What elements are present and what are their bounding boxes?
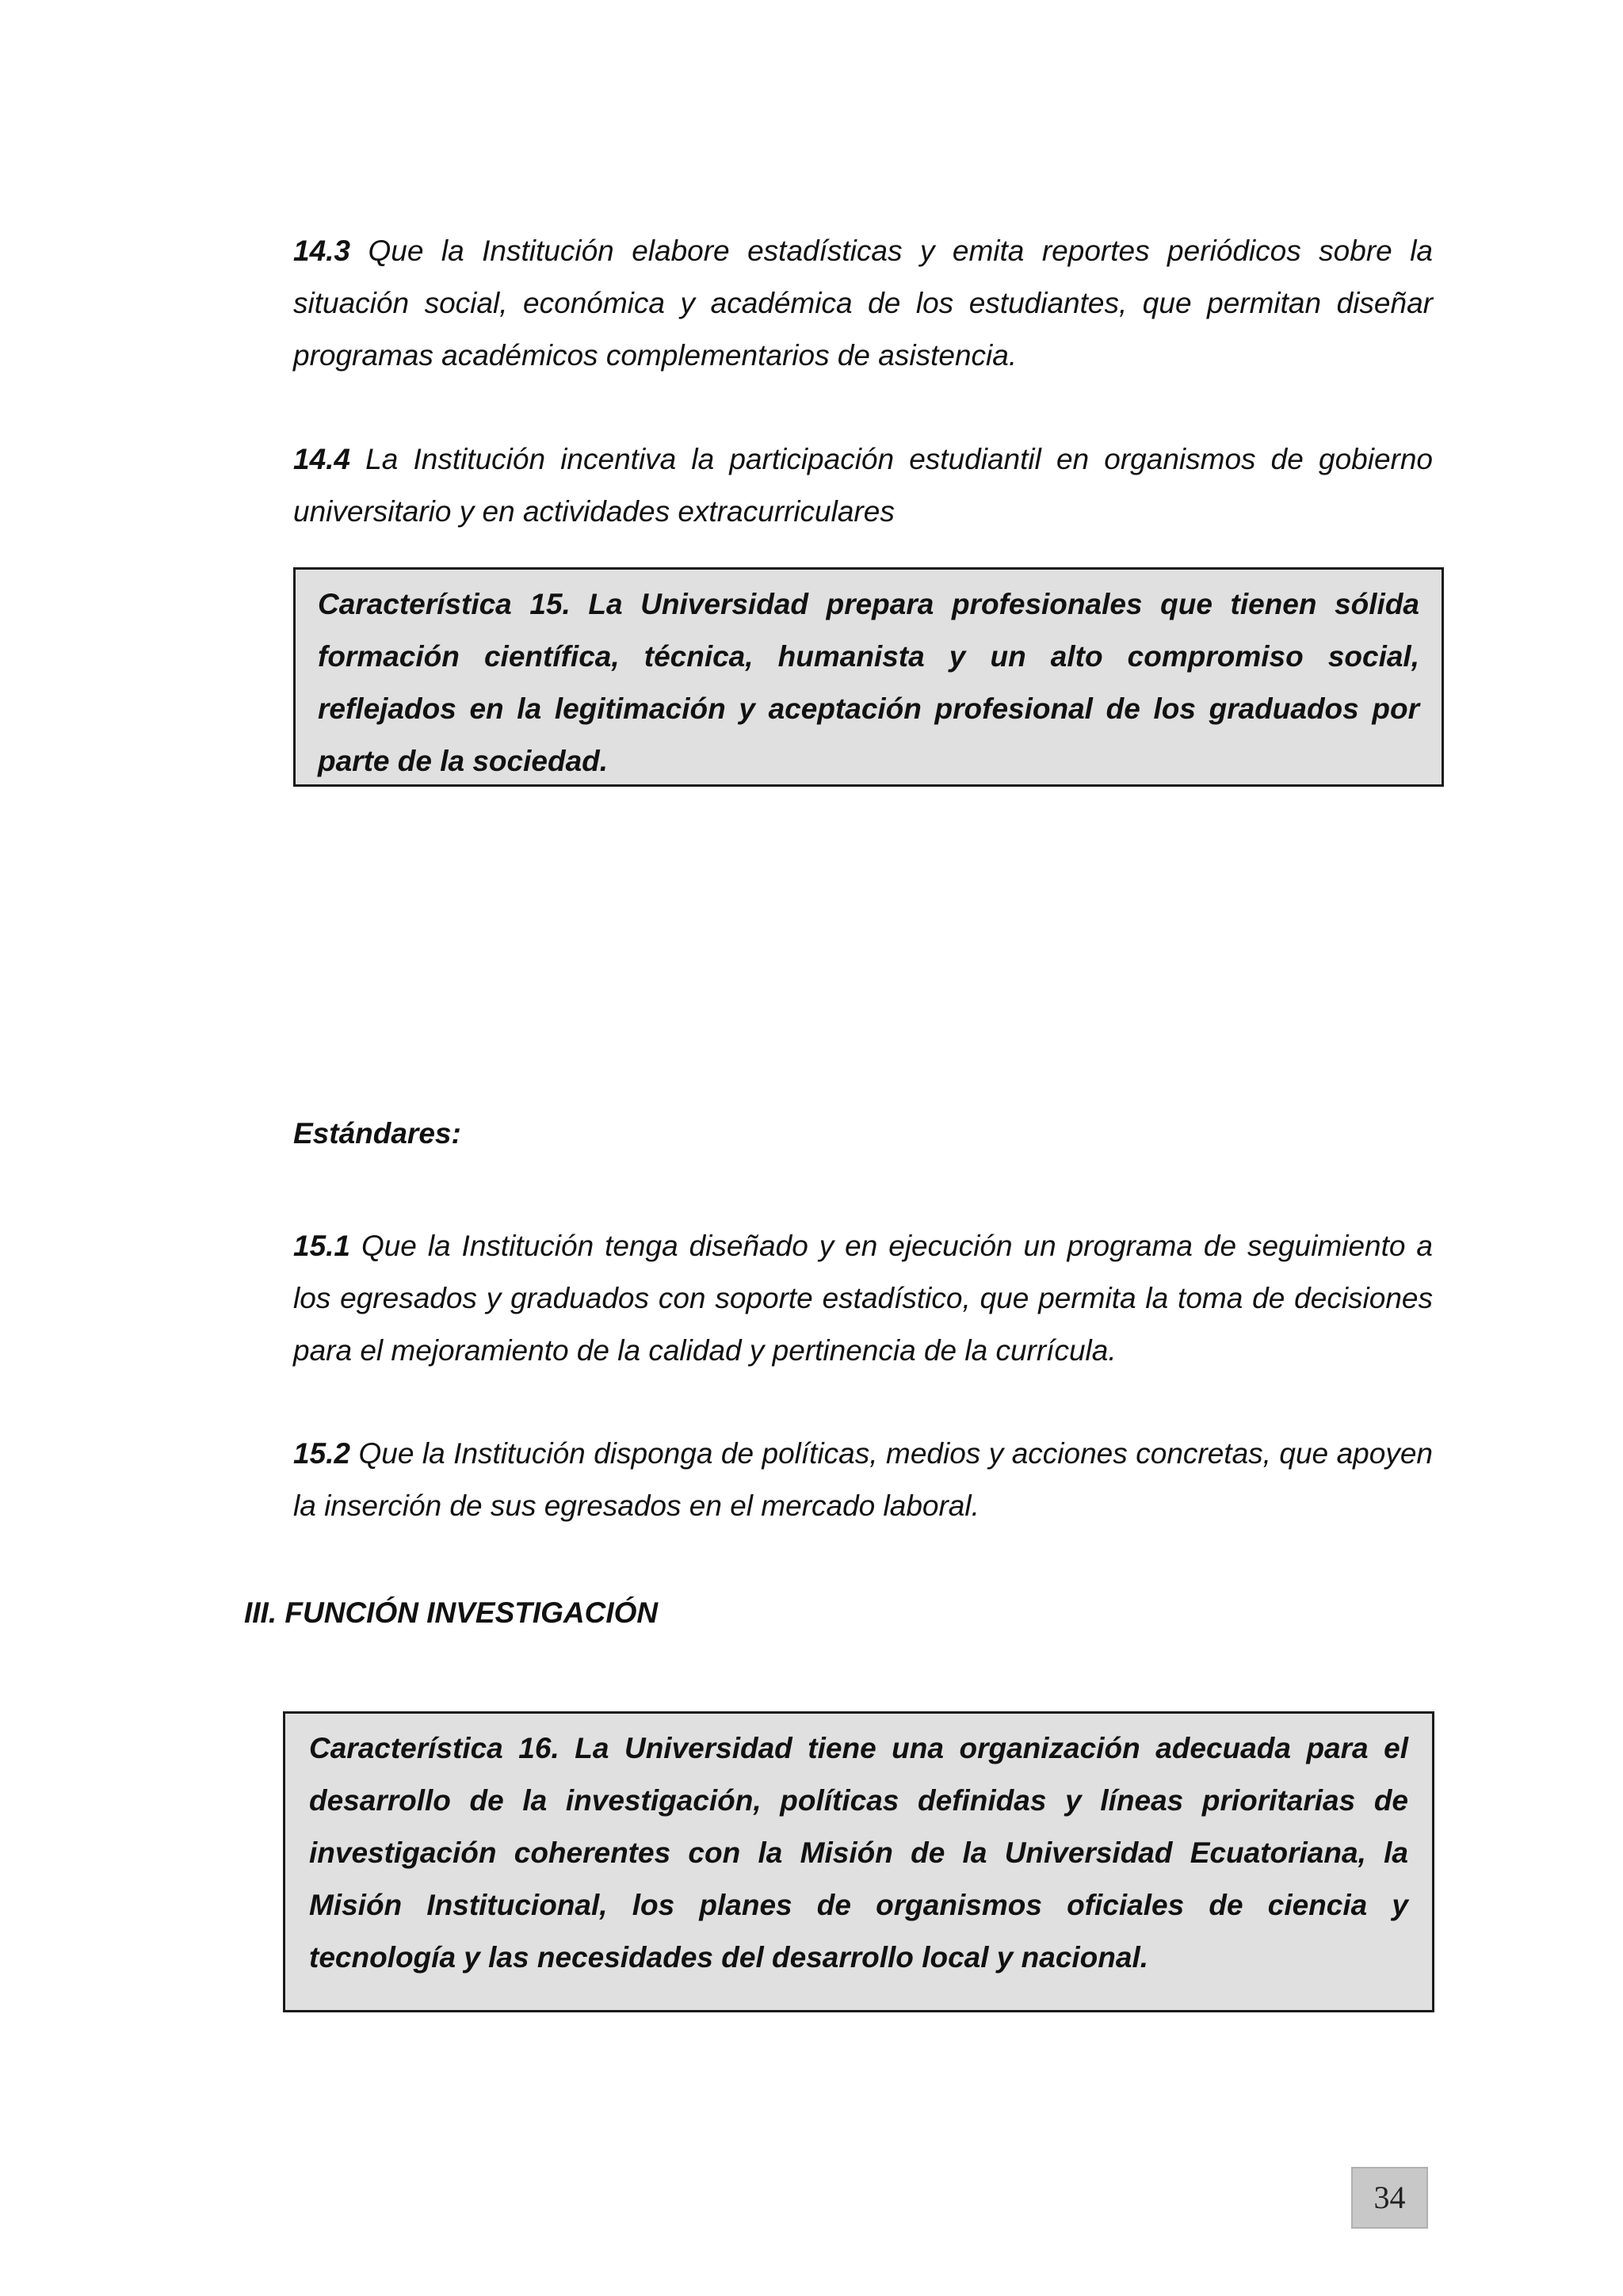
standard-15-2 <box>293 1428 1433 1532</box>
characteristic-16-text: Característica 16. La Universidad tiene una organización adecuada para el desarrollo de la investigación, políticas definidas y líneas prioritarias de investigación coherentes con la Misión de la Universidad Ecuatoriana, la Misión Institucional, los planes de organismos oficiales de ciencia y tecnología y las necesidades del desarrollo local y nacional. <box>309 1732 1408 1974</box>
standard-14-4 <box>293 433 1433 538</box>
standard-text: Que la Institución elabore estadísticas y emita reportes periódicos sobre la situación social, económica y académica de los estudiantes, que permitan diseñar programas académicos complementarios de asistencia. <box>293 235 1433 372</box>
standard-15-1 <box>293 1220 1433 1377</box>
standard-14-3 <box>293 225 1433 382</box>
section-heading: III. FUNCIÓN INVESTIGACIÓN <box>244 1596 659 1629</box>
standard-text: La Institución incentiva la participación estudiantil en organismos de gobierno universitario y en actividades extracurriculares <box>293 443 1433 528</box>
page-number: 34 <box>1351 2167 1428 2229</box>
standards-heading: Estándares: <box>293 1117 461 1150</box>
characteristic-16-box <box>283 1711 1434 2012</box>
standard-number: 14.4 <box>293 443 351 475</box>
characteristic-15-text: Característica 15. La Universidad prepara profesionales que tienen sólida formación científica, técnica, humanista y un alto compromiso social, reflejados en la legitimación y aceptación profesional de los graduados por parte de la sociedad. <box>318 588 1419 777</box>
characteristic-15-box <box>293 567 1444 787</box>
standard-text: Que la Institución tenga diseñado y en ejecución un programa de seguimiento a los egresados y graduados con soporte estadístico, que permita la toma de decisiones para el mejoramiento de la calidad y pertinencia de la currícula. <box>293 1230 1433 1367</box>
standard-number: 15.1 <box>293 1230 351 1262</box>
standard-number: 14.3 <box>293 235 351 267</box>
standard-text: Que la Institución disponga de políticas, medios y acciones concretas, que apoyen la inserción de sus egresados en el mercado laboral. <box>293 1437 1433 1522</box>
standard-number: 15.2 <box>293 1437 351 1470</box>
